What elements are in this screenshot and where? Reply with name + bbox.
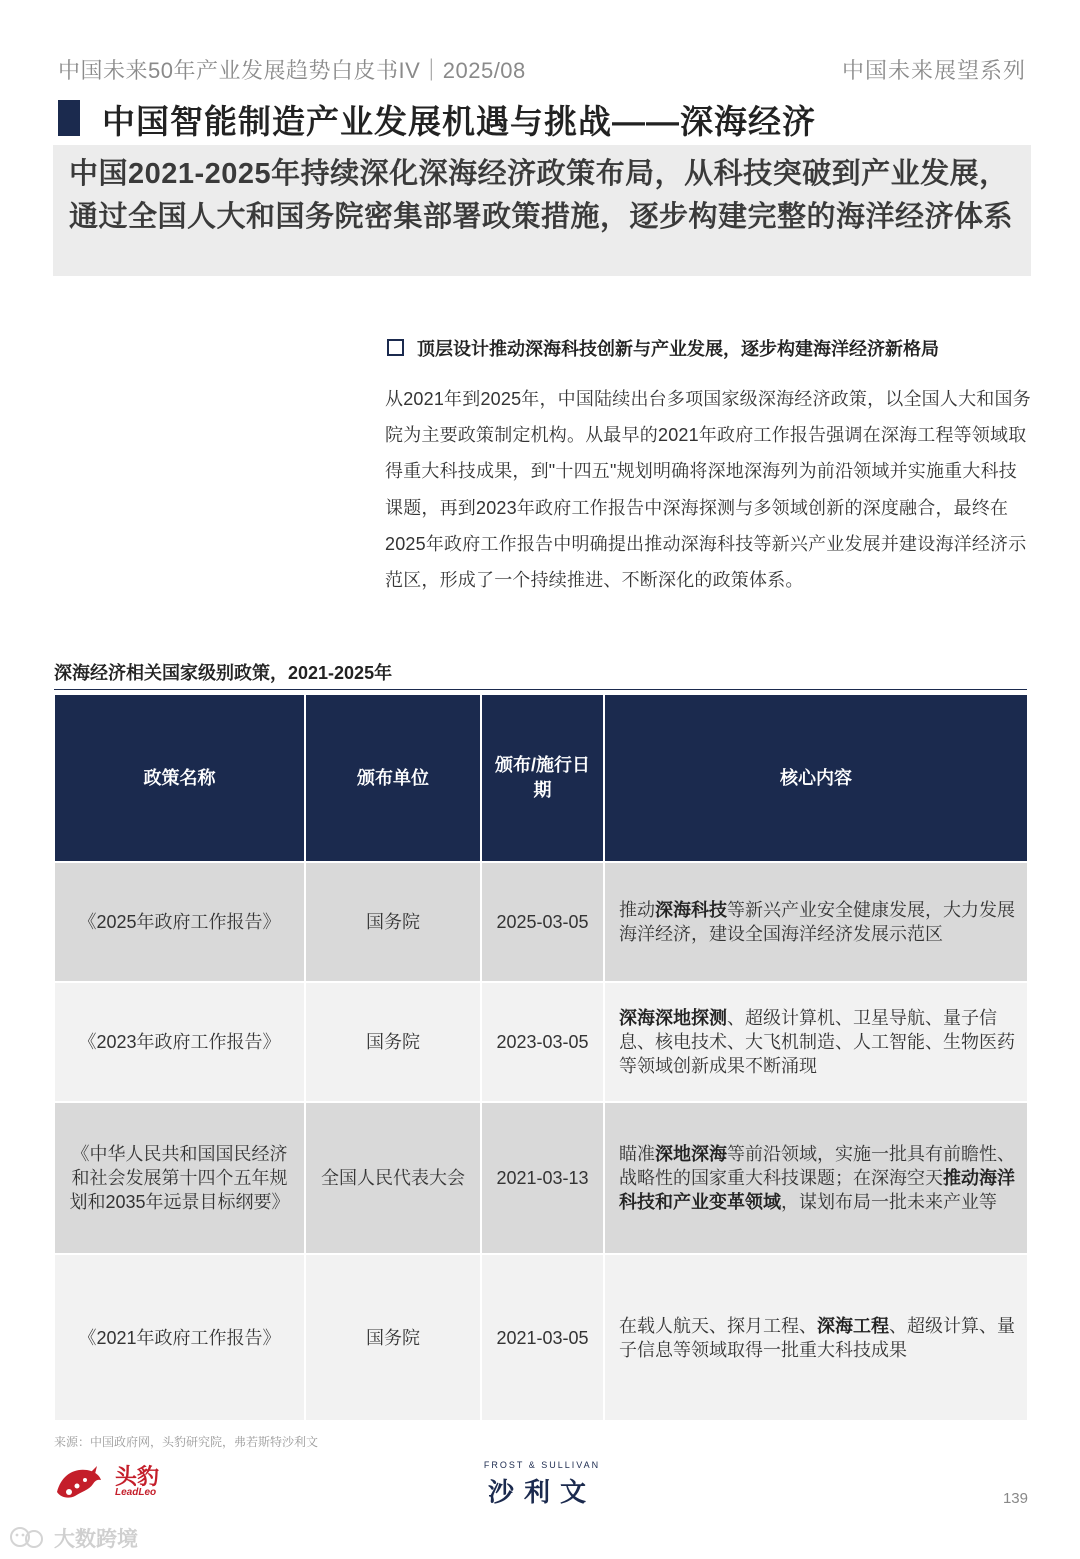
header-core-content: 核心内容 [604,694,1028,862]
date-cell: 2021-03-13 [481,1102,604,1254]
date-cell: 2023-03-05 [481,982,604,1102]
leopard-logo-icon [55,1462,103,1500]
core-content-cell [604,1102,1028,1254]
checkbox-bullet-icon [387,339,404,356]
content-highlight: 深海深地探测 [619,1008,727,1028]
content-text: 等前沿领域，实施一批具有前瞻性、战略性的国家重大科技课题；在深海空天 [619,1144,1015,1188]
section-bullet-title: 顶层设计推动深海科技创新与产业发展，逐步构建海洋经济新格局 [417,339,939,359]
issuer-cell: 全国人民代表大会 [305,1102,481,1254]
date-cell: 2025-03-05 [481,862,604,982]
issuer-cell: 国务院 [305,1254,481,1421]
series-name-header: 中国未来展望系列 [841,58,1026,83]
policy-table [53,693,1029,1422]
policy-name-cell: 《2021年政府工作报告》 [54,1254,305,1421]
table-row [54,1254,1028,1421]
date-cell: 2021-03-05 [481,1254,604,1421]
leadleo-logo-cn: 头豹 [115,1464,160,1489]
content-highlight: 深地深海 [655,1144,727,1164]
content-text: 在载人航天、探月工程、 [619,1315,817,1336]
report-title-header: 中国未来50年产业发展趋势白皮书IV｜2025/08 [58,58,526,83]
issuer-cell: 国务院 [305,982,481,1102]
header-issuer: 颁布单位 [305,694,481,862]
page-number: 139 [1002,1490,1028,1507]
content-text: 、超级计算机、卫星导航、量子信息、核电技术、大飞机制造、人工智能、生物医药等领域创新成果不断涌现 [619,1008,1015,1076]
content-text: 瞄准 [619,1144,655,1164]
watermark-text: 大数跨境 [54,1528,138,1551]
frost-sullivan-logo [462,1460,622,1507]
policy-name-cell: 《2023年政府工作报告》 [54,982,305,1102]
table-row [54,1102,1028,1254]
content-highlight: 深海科技 [655,900,727,920]
header-policy-name: 政策名称 [54,694,305,862]
policy-name-cell: 《中华人民共和国国民经济和社会发展第十四个五年规划和2035年远景目标纲要》 [54,1102,305,1254]
caption-divider [54,689,1027,690]
summary-box [53,145,1031,276]
title-accent-bar [58,100,80,136]
page-title: 中国智能制造产业发展机遇与挑战——深海经济 [102,103,816,140]
leadleo-logo-en: LeadLeo [115,1487,157,1498]
content-highlight: 推动海洋科技和产业变革领域 [619,1168,1015,1212]
header-date: 颁布/施行日期 [481,694,604,862]
content-text: 推动 [619,900,655,920]
table-caption: 深海经济相关国家级别政策，2021-2025年 [54,663,393,683]
issuer-cell: 国务院 [305,862,481,982]
frost-sullivan-logo-en: FROST & SULLIVAN [483,1460,601,1470]
table-row [54,982,1028,1102]
content-text: ，谋划布局一批未来产业等 [781,1192,997,1212]
frost-sullivan-logo-cn: 沙利文 [487,1477,596,1507]
core-content-cell [604,862,1028,982]
content-highlight: 深海工程 [817,1315,889,1336]
core-content-cell [604,982,1028,1102]
leadleo-logo [55,1460,175,1504]
content-text: 等新兴产业安全健康发展，大力发展海洋经济，建设全国海洋经济发展示范区 [619,900,1015,944]
section-body-text: 从2021年到2025年，中国陆续出台多项国家级深海经济政策，以全国人大和国务院为主要政策制定机构。从最早的2021年政府工作报告强调在深海工程等领域取得重大科技成果，到"十四五"规划明确将深地深海列为前沿领域并实施重大科技课题，再到2023年政府工作报告中深海探测与多领域创新的深度融合，最终在2025年政府工作报告中明确提出推动深海科技等新兴产业发展并建设海洋经济示范区，形成了一个持续推进、不断深化的政策体系。 [385,389,1031,591]
table-header-row [54,694,1028,862]
core-content-cell [604,1254,1028,1421]
policy-name-cell: 《2025年政府工作报告》 [54,862,305,982]
wechat-watermark-icon [8,1525,48,1549]
source-note: 来源：中国政府网，头豹研究院，弗若斯特沙利文 [54,1435,319,1449]
content-text: 、超级计算、量子信息等领域取得一批重大科技成果 [619,1315,1015,1360]
summary-text: 中国2021-2025年持续深化深海经济政策布局，从科技突破到产业发展，通过全国人大和国务院密集部署政策措施，逐步构建完整的海洋经济体系 [69,158,1014,233]
table-row [54,862,1028,982]
